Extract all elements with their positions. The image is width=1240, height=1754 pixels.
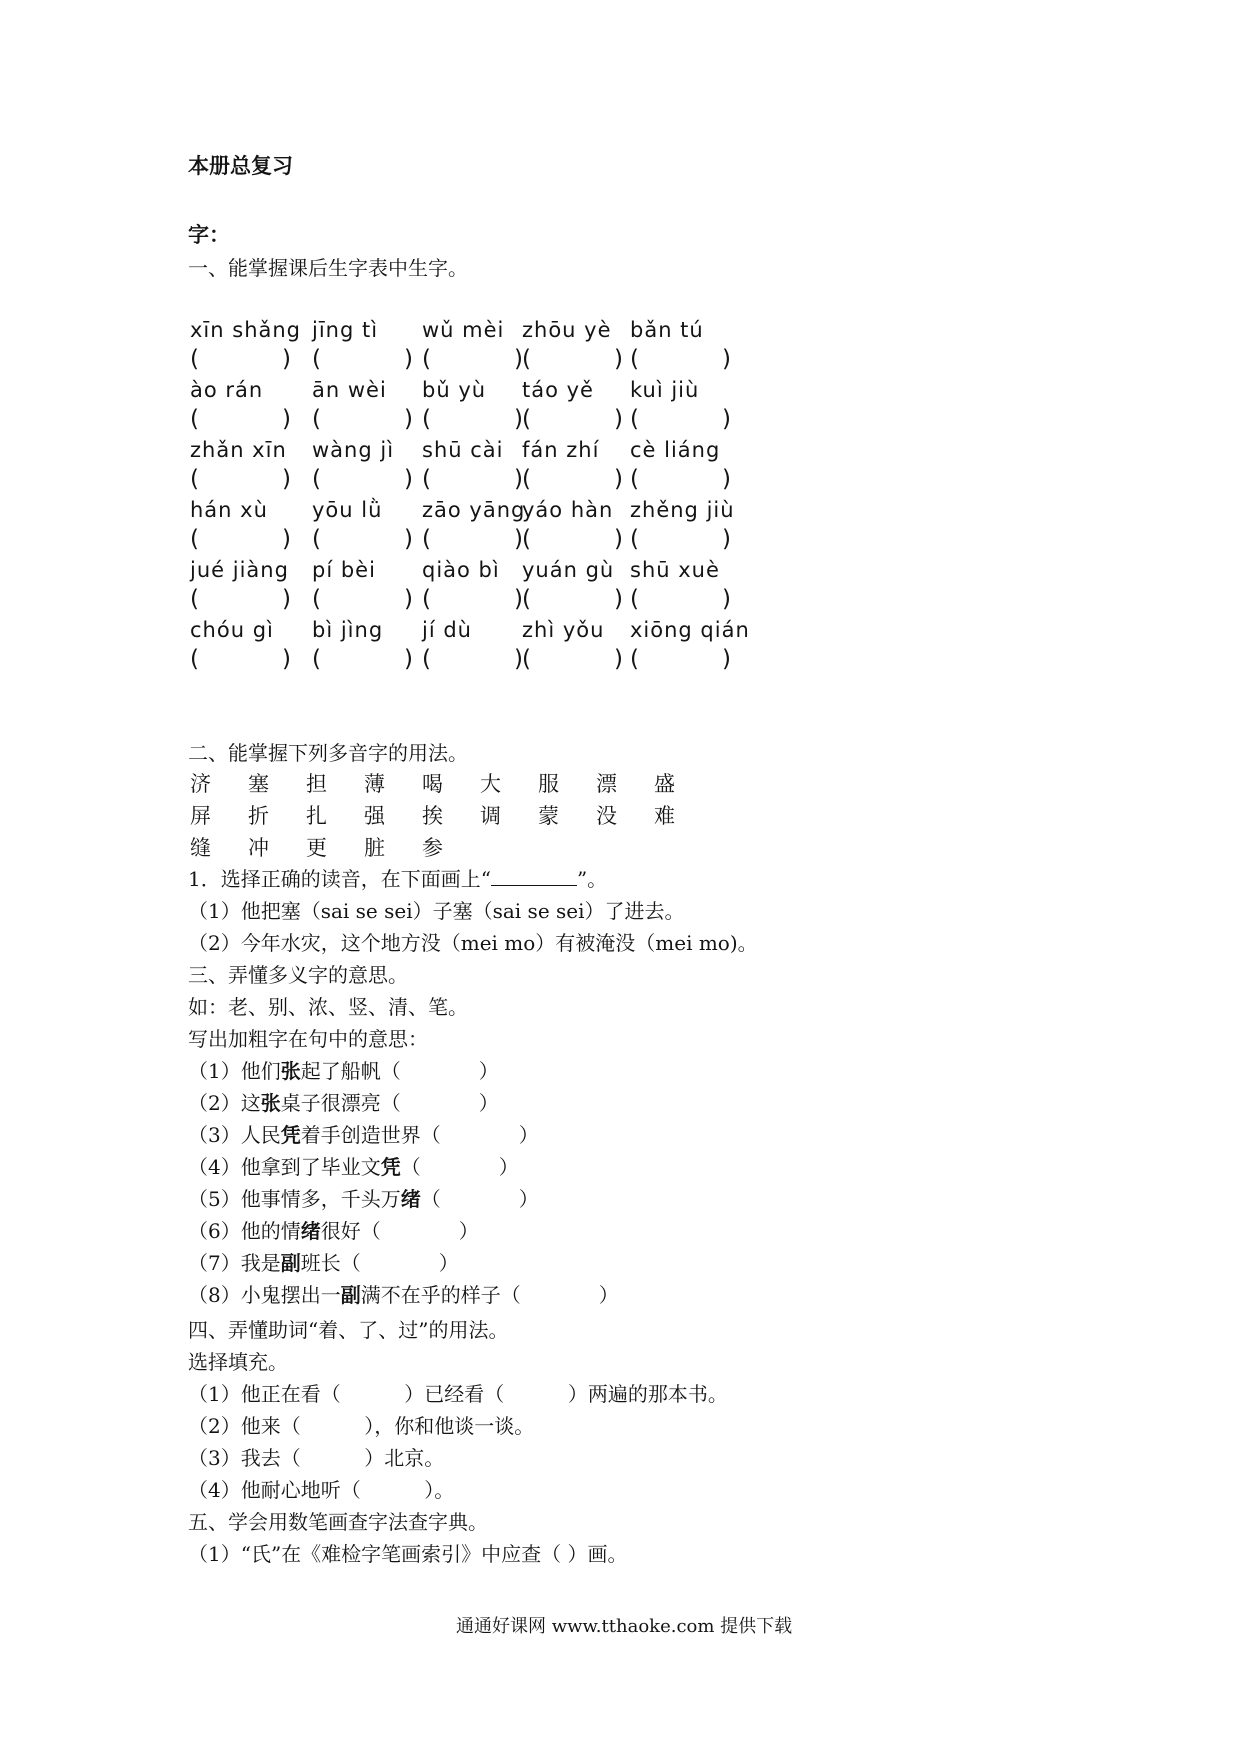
answer-parentheses: ( ) [522, 466, 623, 492]
polyphone-character: 挨 [422, 804, 443, 828]
answer-parentheses: ( ) [422, 466, 523, 492]
fill-in-item: （2）他来（ ），你和他谈一谈。 [188, 1414, 535, 1438]
section-label-characters: 字： [188, 222, 230, 247]
answer-parentheses: ( ) [190, 586, 291, 612]
answer-parentheses: ( ) [522, 586, 623, 612]
section-3-instruction: 写出加粗字在句中的意思： [188, 1027, 428, 1051]
pinyin-item [630, 318, 742, 376]
pinyin-text: zhì yǒu [522, 618, 605, 642]
answer-parentheses: ( ) [422, 646, 523, 672]
pinyin-item [312, 438, 424, 496]
meaning-item: （6）他的情绪很好（ ） [188, 1219, 479, 1243]
pinyin-text: ào rán [190, 378, 264, 402]
polyphone-character: 强 [364, 804, 385, 828]
pinyin-item [190, 318, 302, 376]
pinyin-text: wàng jì [312, 438, 395, 462]
section-4-heading: 四、弄懂助词“着、了、过”的用法。 [188, 1318, 509, 1342]
answer-parentheses: ( ) [522, 646, 623, 672]
pinyin-text: xiōng qián [630, 618, 750, 642]
polyphone-character: 喝 [422, 772, 443, 796]
pinyin-text: yáo hàn [522, 498, 614, 522]
bold-key-character: 凭 [280, 1123, 301, 1147]
pinyin-text: bì jìng [312, 618, 384, 642]
pinyin-item [422, 318, 534, 376]
section-2-heading: 二、能掌握下列多音字的用法。 [188, 741, 468, 765]
pinyin-text: wǔ mèi [422, 318, 505, 342]
meaning-item: （7）我是副班长（ ） [188, 1251, 459, 1275]
polyphone-character: 没 [596, 804, 617, 828]
pinyin-row [190, 378, 790, 438]
pinyin-exercise-grid [190, 318, 790, 678]
polyphone-character: 脏 [364, 836, 385, 860]
polyphone-character: 济 [190, 772, 211, 796]
answer-parentheses: ( ) [190, 466, 291, 492]
fill-in-item: （3）我去（ ）北京。 [188, 1446, 445, 1470]
answer-parentheses: ( ) [522, 346, 623, 372]
answer-parentheses: ( ) [312, 406, 413, 432]
pinyin-item [522, 378, 634, 436]
underline-blank [491, 867, 577, 886]
pinyin-text: ān wèi [312, 378, 387, 402]
pinyin-item [190, 558, 302, 616]
answer-parentheses: ( ) [312, 526, 413, 552]
polyphone-character: 参 [422, 836, 443, 860]
question-1-item-2: （2）今年水灾，这个地方没（mei mo）有被淹没（mei mo)。 [188, 931, 758, 955]
document-title: 本册总复习 [188, 153, 293, 178]
pinyin-text: zhěng jiù [630, 498, 735, 522]
pinyin-item [422, 558, 534, 616]
footer-credit: 通通好课网 www.tthaoke.com 提供下载 [456, 1616, 793, 1637]
fill-in-item: （1）他正在看（ ）已经看（ ）两遍的那本书。 [188, 1382, 728, 1406]
answer-parentheses: ( ) [312, 346, 413, 372]
question-1-item-1: （1）他把塞（sai se sei）子塞（sai se sei）了进去。 [188, 899, 685, 923]
section-3-example: 如：老、别、浓、竖、清、笔。 [188, 995, 468, 1019]
answer-parentheses: ( ) [630, 646, 731, 672]
answer-parentheses: ( ) [630, 346, 731, 372]
answer-parentheses: ( ) [522, 526, 623, 552]
pinyin-text: zāo yāng [422, 498, 526, 522]
pinyin-text: yuán gù [522, 558, 615, 582]
meaning-item: （8）小鬼摆出一副满不在乎的样子（ ） [188, 1283, 619, 1307]
pinyin-text: xīn shǎng [190, 318, 302, 342]
answer-parentheses: ( ) [190, 406, 291, 432]
answer-parentheses: ( ) [630, 586, 731, 612]
pinyin-item [522, 318, 634, 376]
pinyin-item [522, 618, 634, 676]
pinyin-item [630, 618, 750, 676]
pinyin-text: zhōu yè [522, 318, 612, 342]
polyphone-character: 服 [538, 772, 559, 796]
answer-parentheses: ( ) [422, 346, 523, 372]
answer-parentheses: ( ) [312, 466, 413, 492]
polyphone-character: 大 [480, 772, 501, 796]
question-1-suffix: ”。 [576, 867, 608, 891]
meaning-item: （2）这张桌子很漂亮（ ） [188, 1091, 499, 1115]
polyphone-character: 扎 [306, 804, 327, 828]
pinyin-item [630, 558, 742, 616]
pinyin-item [522, 438, 634, 496]
answer-parentheses: ( ) [190, 346, 291, 372]
question-1-prefix: 1．选择正确的读音，在下面画上“ [188, 867, 491, 891]
pinyin-text: yōu lǜ [312, 498, 383, 522]
pinyin-row [190, 498, 790, 558]
answer-parentheses: ( ) [422, 406, 523, 432]
answer-parentheses: ( ) [630, 406, 731, 432]
pinyin-item [312, 618, 424, 676]
pinyin-item [422, 498, 534, 556]
pinyin-text: chóu gì [190, 618, 274, 642]
pinyin-item [422, 438, 534, 496]
pinyin-item [190, 498, 302, 556]
answer-parentheses: ( ) [630, 466, 731, 492]
pinyin-text: hán xù [190, 498, 268, 522]
pinyin-text: jué jiàng [190, 558, 289, 582]
question-5-item-1: （1）“氏”在《难检字笔画索引》中应查（ ）画。 [188, 1542, 628, 1566]
pinyin-item [190, 438, 302, 496]
pinyin-item [630, 498, 742, 556]
pinyin-text: cè liáng [630, 438, 721, 462]
bold-key-character: 副 [340, 1283, 361, 1307]
polyphone-character: 担 [306, 772, 327, 796]
polyphone-character: 薄 [364, 772, 385, 796]
pinyin-row [190, 318, 790, 378]
pinyin-item [190, 378, 302, 436]
answer-parentheses: ( ) [190, 526, 291, 552]
polyphone-character: 屏 [190, 804, 211, 828]
pinyin-item [422, 378, 534, 436]
polyphone-character: 缝 [190, 836, 211, 860]
pinyin-text: shū xuè [630, 558, 720, 582]
polyphone-character: 调 [480, 804, 501, 828]
answer-parentheses: ( ) [630, 526, 731, 552]
meaning-item: （3）人民凭着手创造世界（ ） [188, 1123, 539, 1147]
bold-key-character: 张 [280, 1059, 301, 1083]
pinyin-item [312, 318, 424, 376]
meaning-item: （4）他拿到了毕业文凭（ ） [188, 1155, 519, 1179]
polyphone-character: 蒙 [538, 804, 559, 828]
pinyin-item [630, 378, 742, 436]
answer-parentheses: ( ) [422, 526, 523, 552]
polyphone-character: 难 [654, 804, 675, 828]
pinyin-text: shū cài [422, 438, 504, 462]
section-4-instruction: 选择填充。 [188, 1350, 288, 1374]
answer-parentheses: ( ) [522, 406, 623, 432]
pinyin-item [312, 498, 424, 556]
meaning-item: （5）他事情多，千头万绪（ ） [188, 1187, 539, 1211]
fill-in-item: （4）他耐心地听（ ）。 [188, 1478, 455, 1502]
pinyin-item [630, 438, 742, 496]
answer-parentheses: ( ) [312, 586, 413, 612]
pinyin-text: jīng tì [312, 318, 379, 342]
pinyin-item [522, 498, 634, 556]
pinyin-text: fán zhí [522, 438, 600, 462]
pinyin-item [522, 558, 634, 616]
bold-key-character: 张 [260, 1091, 281, 1115]
polyphone-character: 盛 [654, 772, 675, 796]
pinyin-text: bǔ yù [422, 378, 487, 402]
pinyin-text: qiào bì [422, 558, 500, 582]
pinyin-item [422, 618, 534, 676]
section-3-heading: 三、弄懂多义字的意思。 [188, 963, 408, 987]
answer-parentheses: ( ) [422, 586, 523, 612]
pinyin-text: táo yě [522, 378, 594, 402]
polyphone-character: 折 [248, 804, 269, 828]
pinyin-row [190, 558, 790, 618]
answer-parentheses: ( ) [312, 646, 413, 672]
polyphone-character: 塞 [248, 772, 269, 796]
question-1-instruction [188, 863, 607, 892]
polyphone-character: 冲 [248, 836, 269, 860]
bold-key-character: 凭 [380, 1155, 401, 1179]
bold-key-character: 副 [280, 1251, 301, 1275]
pinyin-row [190, 438, 790, 498]
pinyin-text: kuì jiù [630, 378, 700, 402]
bold-key-character: 绪 [400, 1187, 421, 1211]
pinyin-text: pí bèi [312, 558, 376, 582]
polyphone-character: 更 [306, 836, 327, 860]
pinyin-item [312, 378, 424, 436]
bold-key-character: 绪 [300, 1219, 321, 1243]
meaning-item: （1）他们张起了船帆（ ） [188, 1059, 499, 1083]
pinyin-row [190, 618, 790, 678]
section-5-heading: 五、学会用数笔画查字法查字典。 [188, 1510, 488, 1534]
pinyin-text: bǎn tú [630, 318, 704, 342]
answer-parentheses: ( ) [190, 646, 291, 672]
pinyin-item [312, 558, 424, 616]
pinyin-text: jí dù [422, 618, 472, 642]
polyphone-character: 漂 [596, 772, 617, 796]
pinyin-text: zhǎn xīn [190, 438, 287, 462]
pinyin-item [190, 618, 302, 676]
section-1-heading: 一、能掌握课后生字表中生字。 [188, 256, 468, 280]
